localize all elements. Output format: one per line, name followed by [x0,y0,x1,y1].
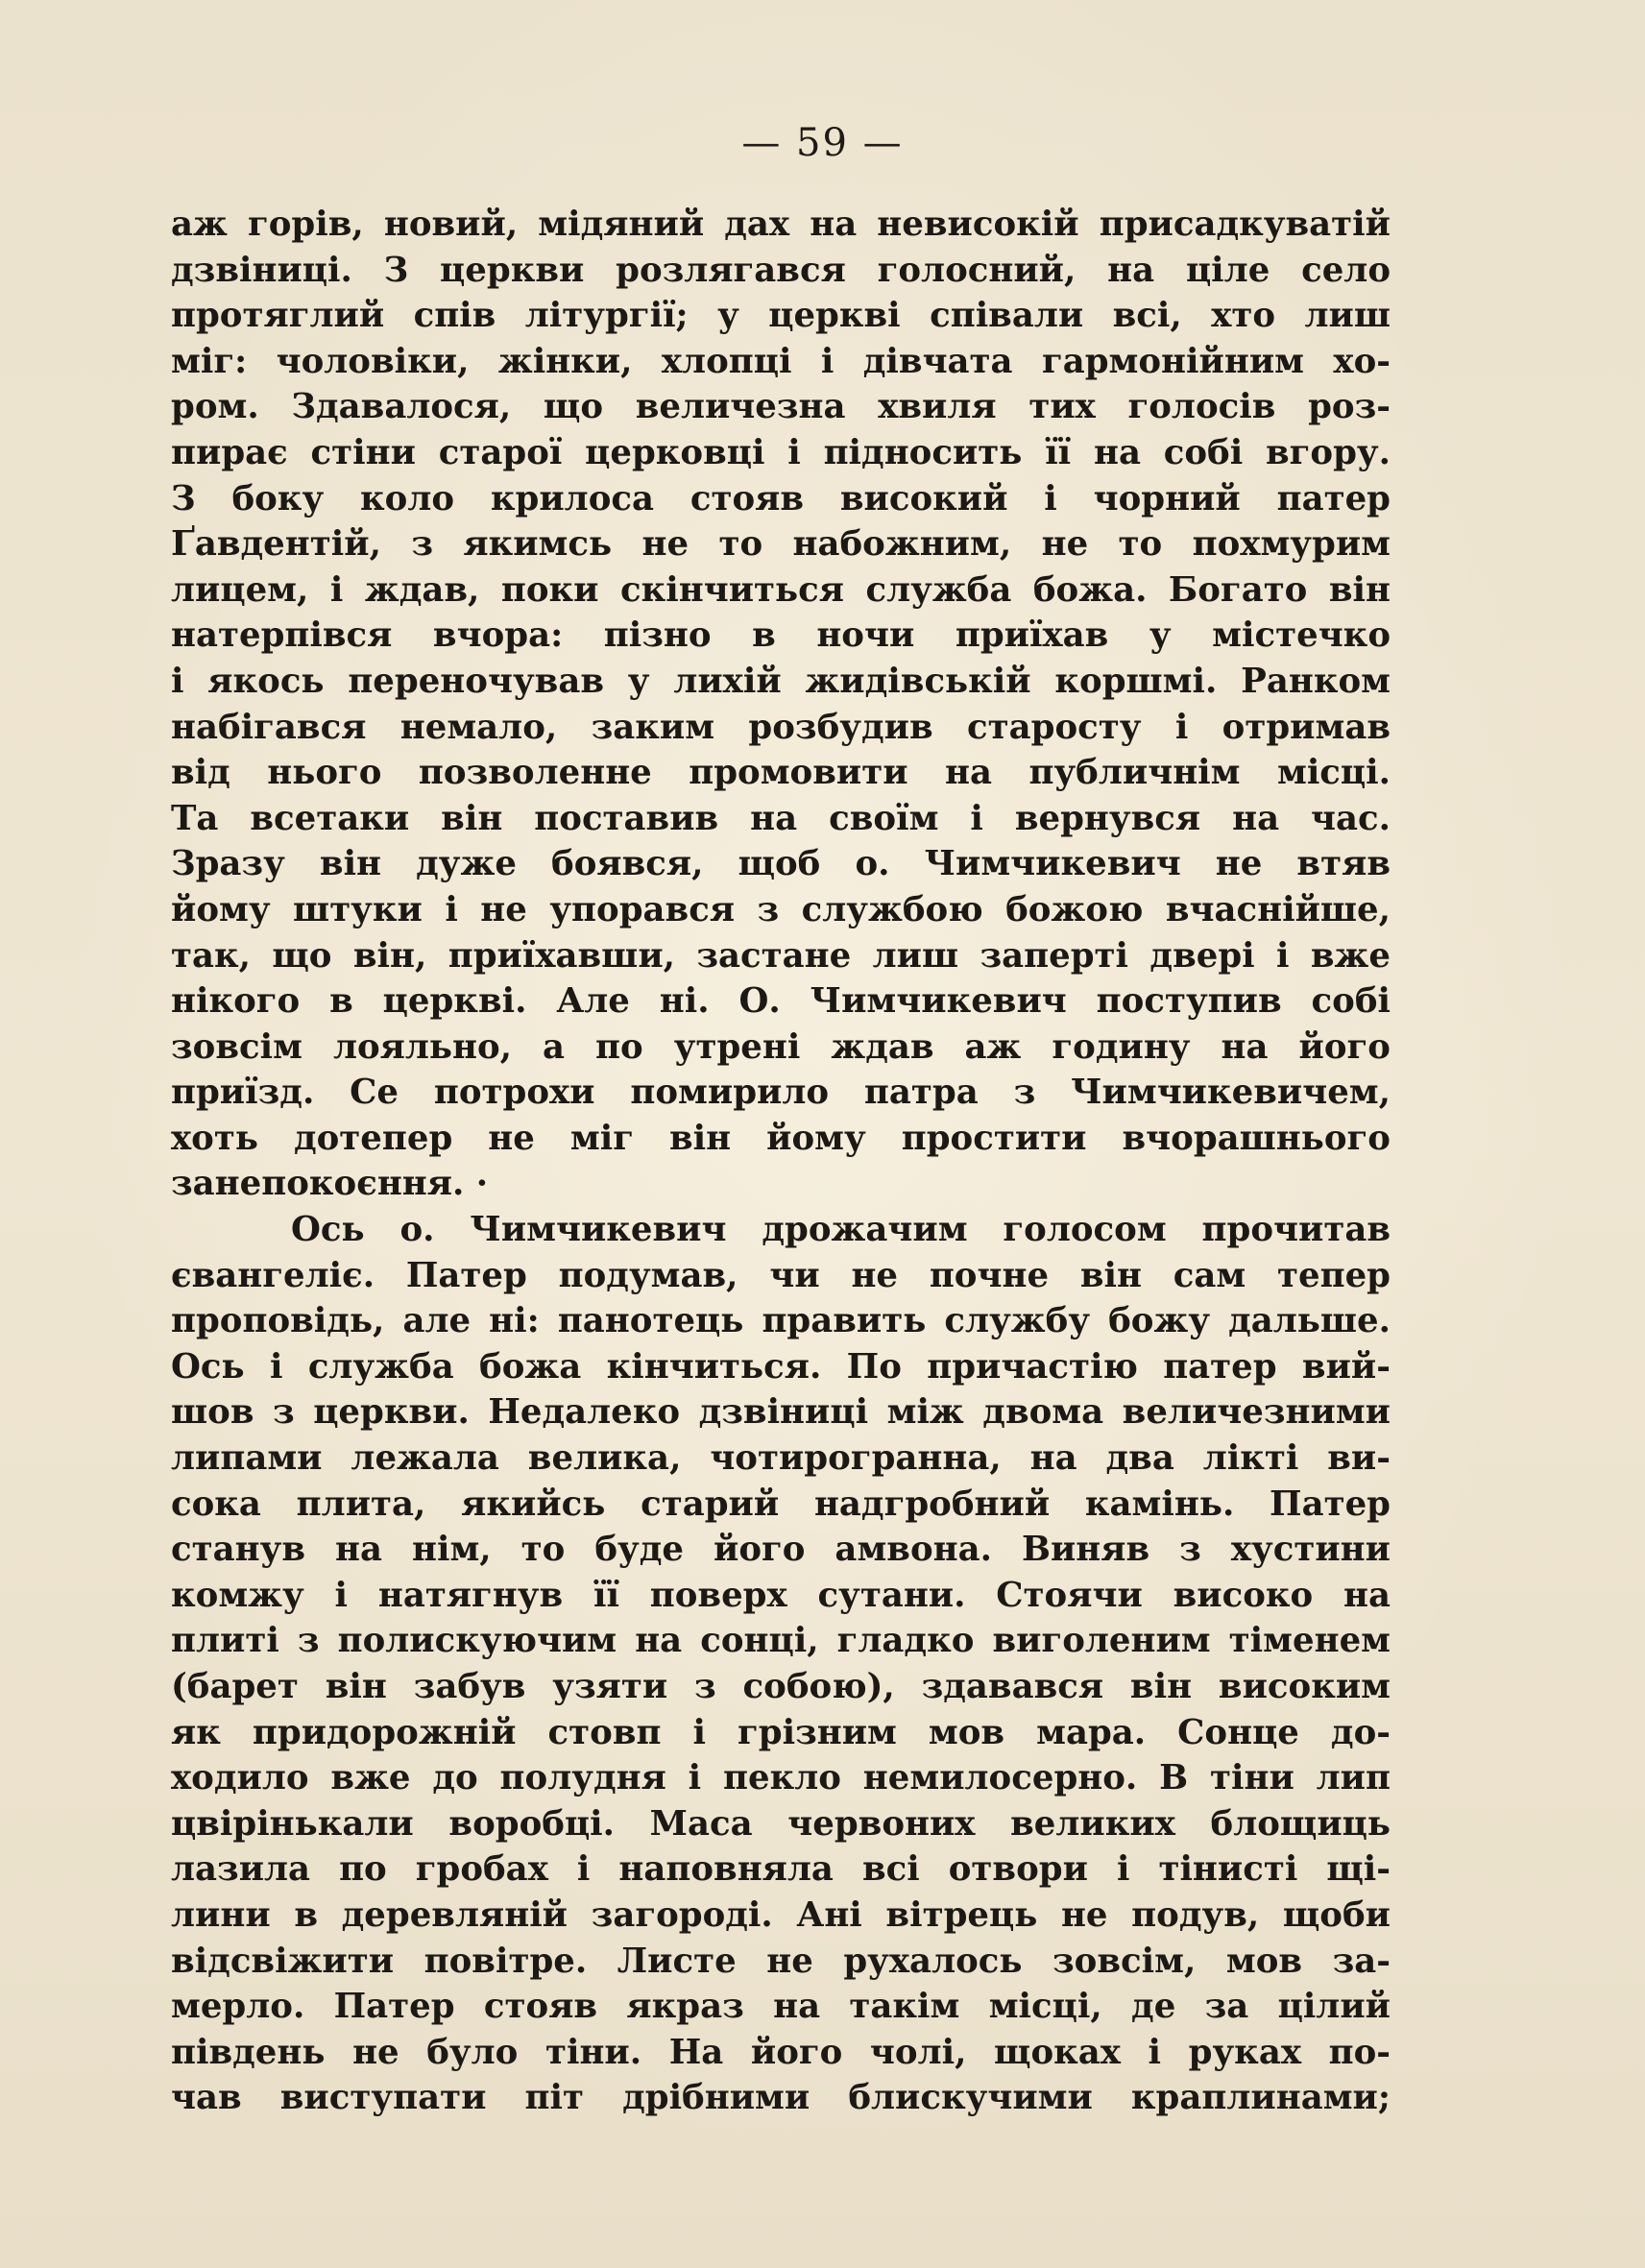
text-line: аж горів, новий, мідяний дах на невисокій присадкуватій [171,205,1391,244]
text-line: лини в деревляній загороді. Ані вітрець не подув, щоби [171,1894,1391,1935]
text-line: від нього позволенне промовити на публичнім місці. [171,753,1391,793]
text-line: міг: чоловіки, жінки, хлопці і дівчата гармонійним хо- [171,341,1391,381]
text-line: комжу і натягнув її поверх сутани. Стоячи високо на [171,1575,1391,1615]
text-line: відсвіжити повітре. Листе не рухалось зовсім, мов за- [171,1941,1391,1981]
text-line: Ось і служба божа кінчиться. По причастію патер вий- [171,1346,1391,1387]
text-line: липами лежала велика, чотирогранна, на два лікті ви- [171,1438,1391,1479]
text-line: чав виступати піт дрібними блискучими краплинами; [171,2078,1391,2118]
text-line: південь не було тіни. На його чолі, щоках і руках по- [171,2032,1391,2072]
text-line: станув на нім, то буде його амвона. Виняв з хустини [171,1530,1391,1570]
text-line: мерло. Патер стояв якраз на такім місці, де за цілий [171,1987,1391,2027]
text-line: сока плита, якийсь старий надгробний камінь. Патер [171,1484,1391,1524]
text-line: ром. Здавалося, що величезна хвиля тих голосів роз- [171,387,1391,427]
page-number: — 59 — [741,121,904,165]
text-line: ходило вже до полудня і пекло немилосерно. В тіни лип [171,1758,1391,1798]
text-line: (барет він забув узяти з собою), здавався він високим [171,1667,1391,1706]
text-line: хоть дотепер не міг він йому простити вчорашнього [171,1118,1391,1158]
text-line: приїзд. Се потрохи помирило патра з Чимчикевичем, [171,1073,1391,1113]
text-line: пирає стіни старої церковці і підносить її на собі вгору. [171,432,1391,472]
text-line: Та всетаки він поставив на своїм і вернувся на час. [171,798,1391,838]
text-line: натерпівся вчора: пізно в ночи приїхав у містечко [171,615,1391,656]
text-line: плиті з полискуючим на сонці, гладко виголеним тіменем [171,1621,1391,1661]
text-line: нікого в церкві. Але ні. О. Чимчикевич поступив собі [171,981,1391,1022]
text-line: зовсім лояльно, а по утрені ждав аж годину на його [171,1026,1391,1067]
text-line: євангеліє. Патер подумав, чи не почне він сам тепер [171,1255,1391,1295]
text-line: так, що він, приїхавши, застане лиш заперті двері і вже [171,935,1391,976]
text-line: як придорожній стовп і грізним мов мара. Сонце до- [171,1712,1391,1752]
text-line: шов з церкви. Недалеко дзвіниці між двома величезними [171,1392,1391,1433]
paragraph-first-line: Ось о. Чимчикевич дрожачим голосом прочитав [291,1210,1391,1250]
body-text [171,202,1391,2121]
text-line: Зразу він дуже боявся, щоб о. Чимчикевич не втяв [171,844,1391,884]
text-line: протяглий спів літургії; у церкві співали всі, хто лиш [171,296,1391,336]
text-line: набігався немало, заким розбудив старосту і отримав [171,707,1391,747]
text-line: лазила по гробах і наповняла всі отвори і тінисті щі- [171,1849,1391,1890]
text-line: Ґавдентій, з якимсь не то набожним, не то похмурим [171,524,1391,565]
text-line: йому штуки і не упорався з службою божою вчаснійше, [171,889,1391,929]
text-line: З боку коло крилоса стояв високий і чорний патер [171,478,1391,519]
text-line: дзвіниці. З церкви розлягався голосний, на ціле село [171,250,1391,290]
text-line: лицем, і ждав, поки скінчиться служба божа. Богато він [171,569,1391,610]
paragraph-end-line: занепокоєння. · [171,1164,489,1204]
text-line: проповідь, але ні: панотець править службу божу дальше. [171,1301,1391,1341]
text-line: цвірінькали воробці. Маса червоних великих блощиць [171,1803,1391,1844]
text-line: і якось переночував у лихій жидівській коршмі. Ранком [171,661,1391,701]
